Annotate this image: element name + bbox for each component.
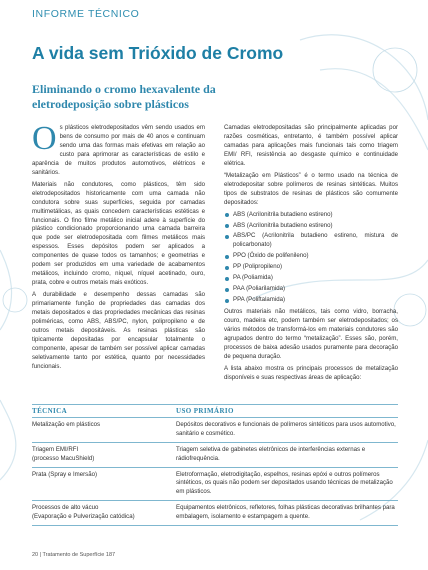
paragraph: A durabilidade e desempenho dessas camadas são primariamente função de propriedades das camadas dos metais depositados e das propriedades mecânicas das resinas poliméricas, como ABS, ABS/PC, nylon, polipropileno e de outros metais depositáveis. As resinas plásticas são tipicamente depositadas por encapsular totalmente o componente, apesar de também ser possível aplicar camadas seletivamente tanto por estética, quanto por necessidades funcionais. bbox=[32, 291, 205, 370]
table-header bbox=[32, 404, 398, 418]
list-item: PA (Poliamida) bbox=[224, 274, 398, 283]
drop-cap: O bbox=[32, 120, 57, 157]
section-label: INFORME TÉCNICO bbox=[32, 8, 140, 20]
cell-tecnica: Prata (Spray e Imersão) bbox=[32, 471, 98, 479]
list-item: PPO (Óxido de polifenileno) bbox=[224, 252, 398, 261]
list-item: ABS (Acrilonitrila butadieno estireno) bbox=[224, 222, 398, 231]
paragraph: A lista abaixo mostra os principais processos de metalização disponíveis e suas respectivas áreas de aplicação: bbox=[224, 364, 398, 381]
table-row bbox=[32, 418, 398, 443]
process-table bbox=[32, 404, 398, 526]
right-column bbox=[224, 124, 398, 386]
table-row bbox=[32, 443, 398, 468]
cell-tecnica: Processos de alto vácuo (Evaporação e Pulverização catódica) bbox=[32, 504, 135, 520]
paragraph-intro bbox=[32, 120, 205, 178]
cell-uso: Depósitos decorativos e funcionais de polímeros sintéticos para usos automotivo, sanitário e cosmético. bbox=[176, 421, 396, 437]
paragraph: Outros materiais não metálicos, tais como vidro, borracha, couro, madeira etc, podem também ser eletrodepositados; os vários métodos de transformá-los em materiais condutores são agrupados dentro do termo “metalização”. Esses são, porém, processos de baixa adesão usados puramente para decoração de pequena duração. bbox=[224, 308, 398, 360]
header-uso-primario: USO PRIMÁRIO bbox=[176, 407, 234, 415]
article-subtitle: Eliminando o cromo hexavalente da eletrodeposição sobre plásticos bbox=[32, 82, 216, 111]
left-column bbox=[32, 120, 205, 375]
substrate-list bbox=[224, 211, 398, 306]
cell-uso: Equipamentos eletrônicos, refletores, folhas plásticas decorativas brilhantes para embalagem, isolamento e estampagem a quente. bbox=[176, 504, 395, 520]
intro-text: s plásticos eletrodepositados vêm sendo usados em bens de consumo por mais de 40 anos e continuam sendo uma das formas mais efetivas em relação ao custo para aprimorar as características de estilo e aparência de muitos produtos automotivos, elétricos e sanitários. bbox=[32, 124, 205, 176]
paragraph: Materiais não condutores, como plásticos, têm sido eletrodepositados historicamente com uma camada não condutora sobre suas superfícies, seguida por camadas multimetálicas, as quais concedem características estéticas e funcionais. O fino filme metálico inicial adere à superfície do plástico condicionado proporcionando uma camada barreira que pode ser eletrodepositada com filmes metálicos mais espessos. Esses depósitos podem ser aplicados a componentes de quase todos os tamanhos; e geometrias e podem ser produzidos em uma variedade de acabamentos metálicos, incluindo cromo, níquel, níquel acetinado, ouro, prata, cobre e outros metais mais exóticos. bbox=[32, 180, 205, 287]
page-footer: 20 | Tratamento de Superfície 187 bbox=[32, 552, 116, 558]
table-row bbox=[32, 468, 398, 501]
header-tecnica: TÉCNICA bbox=[32, 407, 68, 415]
list-item: PAA (Poliarilamida) bbox=[224, 285, 398, 294]
paragraph: Camadas eletrodepositadas são principalmente aplicadas por razões cosméticas, entretanto, é também possível aplicar camadas para aplicações mais funcionais tais como triagem EMI/ RFI, resistência ao desgaste químico e continuidade elétrica. bbox=[224, 124, 398, 167]
list-item: PPA (Poliftalamida) bbox=[224, 296, 398, 305]
article-title: A vida sem Trióxido de Cromo bbox=[32, 43, 284, 63]
list-item: PP (Polipropileno) bbox=[224, 263, 398, 272]
cell-tecnica: Triagem EMI/RFI (processo MacuShield) bbox=[32, 446, 95, 462]
paragraph: “Metalização em Plásticos” é o termo usado na técnica de eletrodepositar sobre polímeros de resinas sintéticas. Muitos tipos de substratos de resinas de plásticos são comumente depositados: bbox=[224, 171, 398, 206]
cell-uso: Triagem seletiva de gabinetes eletrônicos de interferências externas e rádiofrequência. bbox=[176, 446, 366, 462]
cell-tecnica: Metalização em plásticos bbox=[32, 421, 101, 429]
table-row bbox=[32, 501, 398, 526]
list-item: ABS (Acrilonitrila butadieno estireno) bbox=[224, 211, 398, 220]
cell-uso: Eletroformação, eletrodigitação, espelhos, resinas epóxi e outros polímeros sintéticos, os quais não podem ser depositados usando técnicas de metalização em plásticos. bbox=[176, 471, 393, 495]
list-item: ABS/PC (Acrilonitrila butadieno estireno, mistura de policarbonato) bbox=[224, 232, 398, 250]
